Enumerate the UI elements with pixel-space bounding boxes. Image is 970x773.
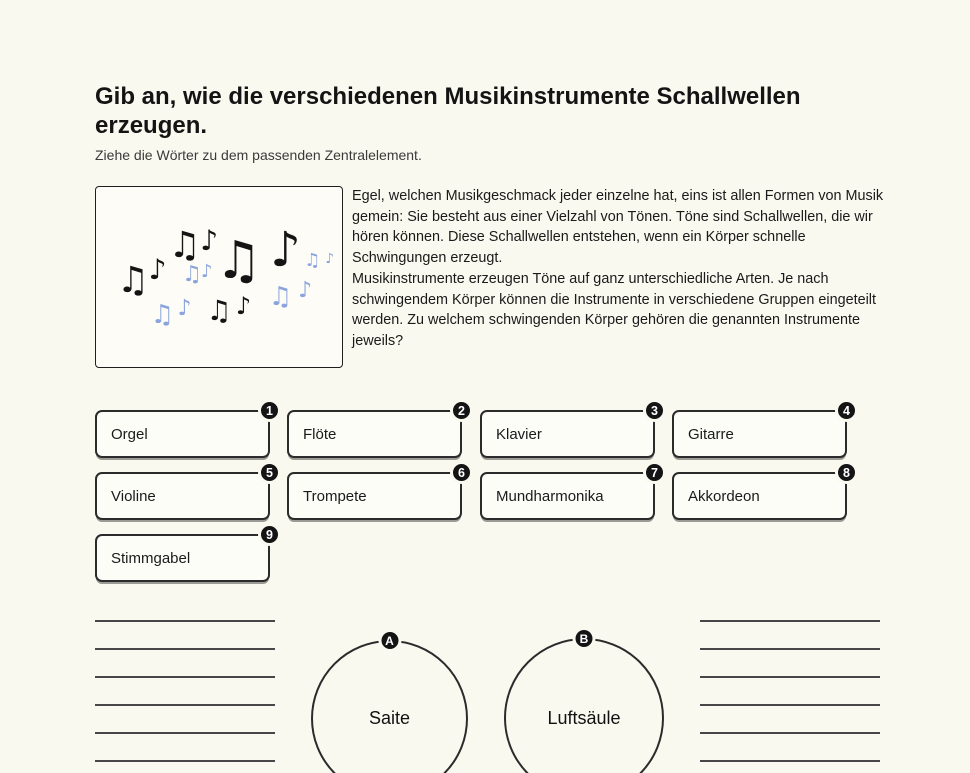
word-chip-label: Mundharmonika (496, 487, 604, 505)
word-chip-floete[interactable] (287, 403, 465, 458)
writing-line (700, 704, 880, 706)
number-badge: 8 (835, 461, 858, 484)
word-chip-gitarre[interactable] (672, 403, 850, 458)
word-chip-label: Orgel (111, 425, 148, 443)
writing-line (700, 676, 880, 678)
writing-line (700, 760, 880, 762)
music-notes-image (95, 186, 343, 368)
word-chip-label: Gitarre (688, 425, 734, 443)
writing-line (95, 620, 275, 622)
writing-line (700, 648, 880, 650)
word-chip-label: Klavier (496, 425, 542, 443)
intro-text (352, 186, 890, 352)
writing-line (700, 620, 880, 622)
writing-line (95, 732, 275, 734)
writing-line (95, 676, 275, 678)
music-note-glyph: ♫ (268, 281, 293, 312)
drop-zone-saite[interactable] (311, 633, 468, 773)
music-note-glyph: ♫ (168, 225, 201, 267)
word-chip-mundharmonika[interactable] (480, 465, 658, 520)
number-badge: 7 (643, 461, 666, 484)
number-badge: 9 (258, 523, 281, 546)
music-note-glyph: ♪ (200, 260, 213, 282)
word-chip-violine[interactable] (95, 465, 273, 520)
zone-label: Saite (368, 708, 411, 728)
word-chip-stimmgabel[interactable] (95, 527, 273, 582)
music-note-glyph: ♫ (304, 249, 321, 271)
word-chip-klavier[interactable] (480, 403, 658, 458)
music-note-glyph: ♪ (148, 252, 167, 286)
number-badge: 1 (258, 399, 281, 422)
number-badge: 2 (450, 399, 473, 422)
intro-paragraph-1: Egel, welchen Musikgeschmack jeder einzelne hat, eins ist allen Formen von Musik gemein: Sie besteht aus einer Vielzahl von Tönen. Töne sind Schallwellen, die wir hören können. Diese Schallwellen entstehen, wenn ein Körper schnelle Schwingungen erzeugt. (352, 188, 884, 267)
letter-badge: B (573, 627, 596, 650)
word-chip-label: Flöte (303, 425, 337, 443)
number-badge: 6 (450, 461, 473, 484)
instruction-text: Ziehe die Wörter zu dem passenden Zentralelement. (95, 147, 422, 163)
zone-label: Luftsäule (547, 707, 621, 728)
number-badge: 5 (258, 461, 281, 484)
word-chip-label: Violine (111, 487, 156, 505)
word-chip-trompete[interactable] (287, 465, 465, 520)
music-note-glyph: ♫ (150, 299, 175, 330)
music-note-glyph: ♫ (206, 294, 232, 328)
writing-line (95, 704, 275, 706)
music-note-glyph: ♫ (116, 259, 150, 301)
music-note-glyph: ♪ (325, 251, 335, 267)
page-title: Gib an, wie die verschiedenen Musikinstrumente Schallwellen erzeugen. (95, 83, 801, 140)
music-note-glyph: ♪ (200, 224, 219, 257)
writing-line (95, 648, 275, 650)
writing-lines-right (700, 620, 880, 770)
letter-badge: A (378, 629, 401, 652)
music-note-glyph: ♪ (177, 296, 192, 322)
writing-lines-left (95, 620, 275, 770)
drop-zone-luftsaeule[interactable] (504, 631, 664, 773)
music-note-glyph: ♪ (298, 278, 313, 304)
word-chip-label: Akkordeon (688, 487, 760, 505)
number-badge: 3 (643, 399, 666, 422)
intro-paragraph-2: Musikinstrumente erzeugen Töne auf ganz unterschiedliche Arten. Je nach schwingendem Körper können die Instrumente in verschiedene Gruppen eingeteilt werden. Zu welchem schwingenden Körper gehören die genannten Instrumente jeweils? (352, 270, 876, 350)
writing-line (95, 760, 275, 762)
writing-line (700, 732, 880, 734)
music-note-glyph: ♪ (235, 291, 252, 320)
word-chip-label: Stimmgabel (111, 549, 191, 567)
music-note-glyph: ♪ (270, 222, 301, 278)
music-note-glyph: ♫ (215, 230, 262, 291)
number-badge: 4 (835, 399, 858, 422)
word-chip-orgel[interactable] (95, 403, 273, 458)
music-note-glyph: ♫ (182, 262, 202, 288)
word-chip-akkordeon[interactable] (672, 465, 850, 520)
word-chip-label: Trompete (303, 487, 367, 505)
